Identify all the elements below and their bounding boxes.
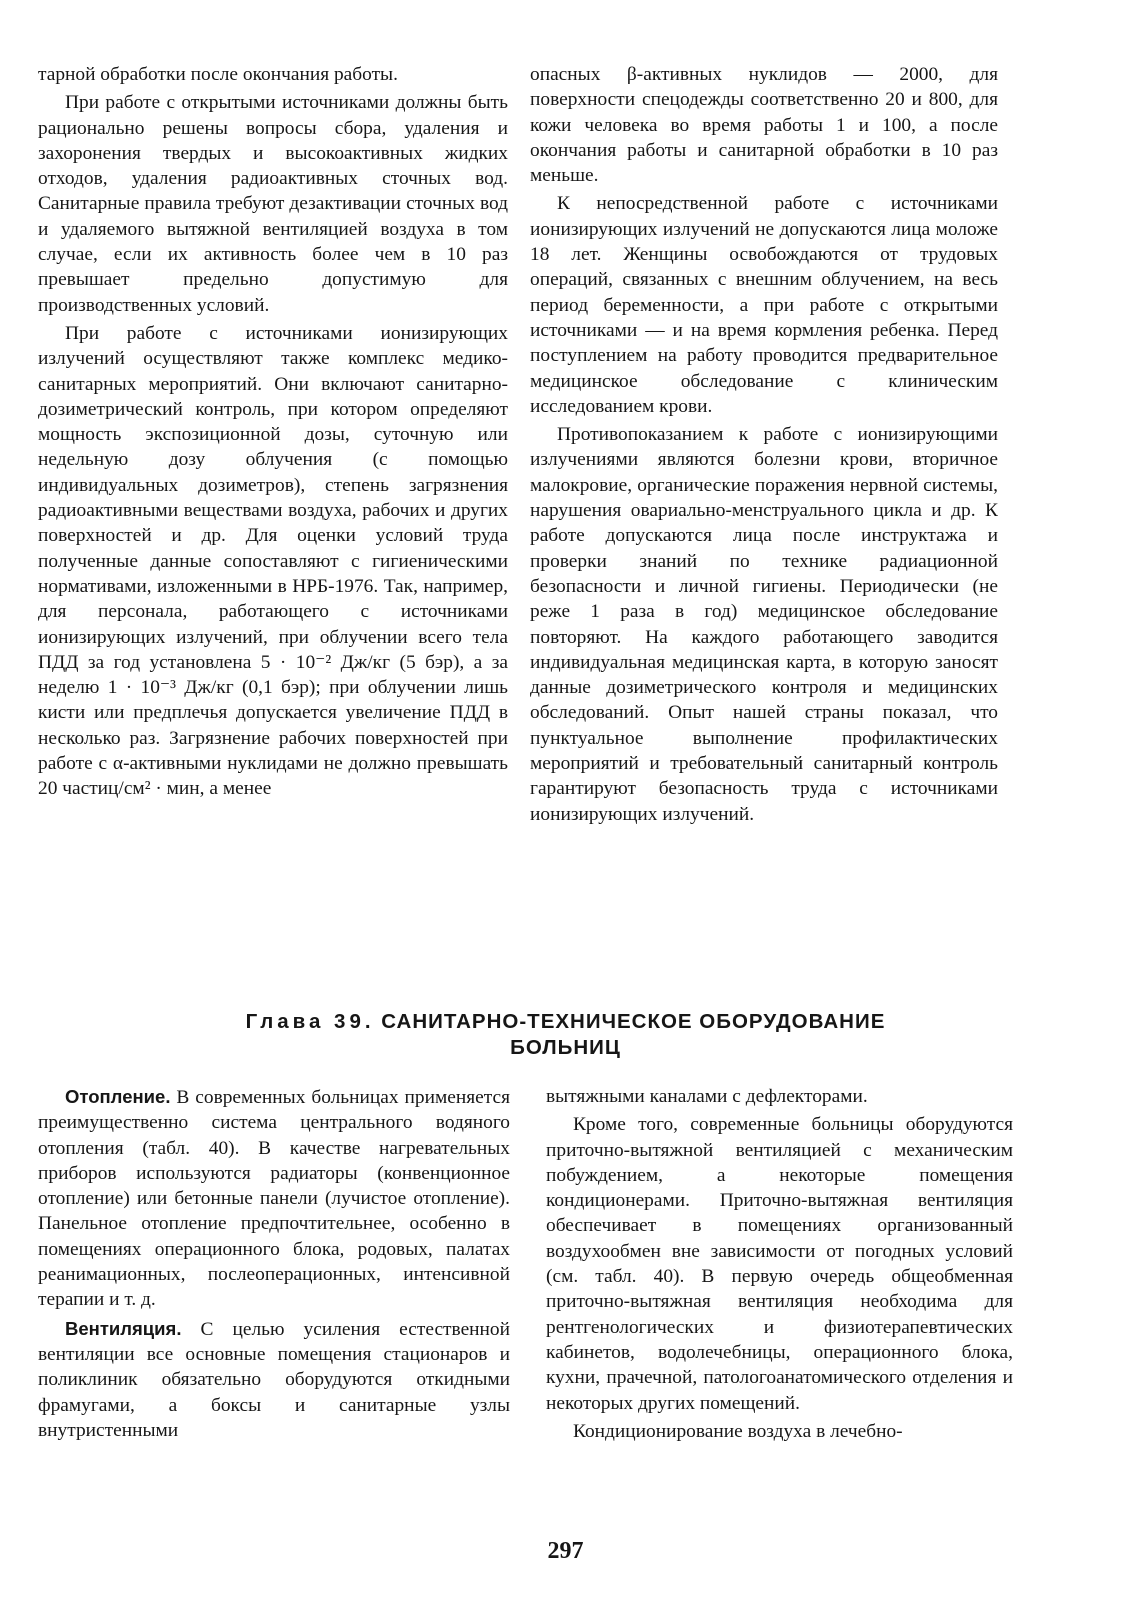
page-number: 297	[547, 1538, 584, 1564]
runin-heading-heating: Отопление.	[65, 1086, 171, 1107]
paragraph-ventilation: Вентиляция. С целью усиления естественной вентиляции все основные помещения стационаров и поликлиник обязательно оборудуются откидными фрамугами, а боксы и санитарные узлы внутристенными	[38, 1317, 510, 1441]
paragraph-4-1: вытяжными каналами с дефлекторами.	[546, 1086, 868, 1107]
chapter-label: Глава 39.	[245, 1010, 375, 1033]
paragraph-2-1: опасных β-активных нуклидов — 2000, для поверхности спецодежды соответственно 20 и 800, для кожи человека во время работы 1 и 100, а после окончания работы и санитарной обработки в 10 раз меньше.	[530, 64, 998, 187]
chapter-heading-line-1	[60, 1009, 1071, 1035]
text-column-1	[38, 62, 508, 802]
paragraph-2-2: К непосредственной работе с источниками ионизирующих излучений не допускаются лица моложе 18 лет. Женщины освобождаются от трудовых операций, связанных с внешним облучением, на весь период беременности, а при работе с открытыми источниками — и на время кормления ребенка. Перед поступлением на работу проводится предварительное медицинское обследование с клиническим исследованием крови.	[530, 193, 998, 417]
paragraph-1-1: тарной обработки после окончания работы.	[38, 64, 398, 85]
runin-heading-ventilation: Вентиляция.	[65, 1317, 182, 1339]
text-column-3	[38, 1084, 510, 1443]
chapter-heading	[60, 1009, 1071, 1061]
paragraph-1-2: При работе с открытыми источниками должны быть рационально решены вопросы сбора, удаления и захоронения твердых и высокоактивных жидких отходов, удаления радиоактивных сточных вод. Санитарные правила требуют дезактивации сточных вод и удаляемого вытяжной вентиляцией воздуха в том случае, если их активность более чем в 10 раз превышает предельно допустимую для производственных условий.	[38, 92, 508, 316]
text-column-4	[546, 1084, 1013, 1444]
paragraph-2-3: Противопоказанием к работе с ионизирующими излучениями являются болезни крови, вторичное малокровие, органические поражения нервной системы, нарушения овариально-менструального цикла и др. К работе допускаются лица после инструктажа и проверки знаний по технике радиационной безопасности и личной гигиены. Периодически (не реже 1 раза в год) медицинское обследование повторяют. На каждого работающего заводится индивидуальная медицинская карта, в которую заносят данные дозиметрического контроля и медицинских обследований. Опыт нашей страны показал, что пунктуальное выполнение профилактических мероприятий и требовательный санитарный контроль гарантируют безопасность труда с источниками ионизирующих излучений.	[530, 424, 998, 825]
chapter-title-line-2: БОЛЬНИЦ	[510, 1036, 621, 1059]
paragraph-4-3: Кондиционирование воздуха в лечебно-	[573, 1420, 903, 1442]
paragraph-heating: Отопление. В современных больницах применяется преимущественно система центрального водяного отопления (табл. 40). В качестве нагревательных приборов используются радиаторы (конвенционное отопление) или бетонные панели (лучистое отопление). Панельное отопление предпочтительнее, особенно в помещениях операционного блока, родовых, палатах реанимационных, послеоперационных, интенсивной терапии и т. д.	[38, 1086, 510, 1311]
paragraph-1-3: При работе с источниками ионизирующих излучений осуществляют также комплекс медико-санитарных мероприятий. Они включают санитарно-дозиметрический контроль, при котором определяют мощность экспозиционной дозы, суточную или недельную дозу облучения (с помощью индивидуальных дозиметров), степень загрязнения радиоактивными веществами воздуха, рабочих и других поверхностей и др. Для оценки условий труда полученные данные сопоставляют с гигиеническими нормативами, изложенными в НРБ-1976. Так, например, для персонала, работающего с источниками ионизирующих излучений, при облучении всего тела ПДД за год установлена 5 · 10⁻² Дж/кг (5 бэр), а за неделю 1 · 10⁻³ Дж/кг (0,1 бэр); при облучении лишь кисти или предплечья допускается увеличение ПДД в несколько раз. Загрязнение рабочих поверхностей при работе с α-активными нуклидами не должно превышать 20 частиц/см² · мин, а менее	[38, 322, 508, 800]
chapter-title-line-1: САНИТАРНО-ТЕХНИЧЕСКОЕ ОБОРУДОВАНИЕ	[381, 1010, 886, 1033]
text-column-2	[530, 62, 998, 827]
paragraph-4-2: Кроме того, современные больницы оборудуются приточно-вытяжной вентиляцией с механическим побуждением, а некоторые помещения кондиционерами. Приточно-вытяжная вентиляция обеспечивает в помещениях организованный воздухообмен вне зависимости от погодных условий (см. табл. 40). В первую очередь общеобменная приточно-вытяжная вентиляция необходима для рентгенологических и физиотерапевтических кабинетов, водолечебницы, операционного блока, кухни, прачечной, патологоанатомического отделения и некоторых других помещений.	[546, 1114, 1013, 1414]
